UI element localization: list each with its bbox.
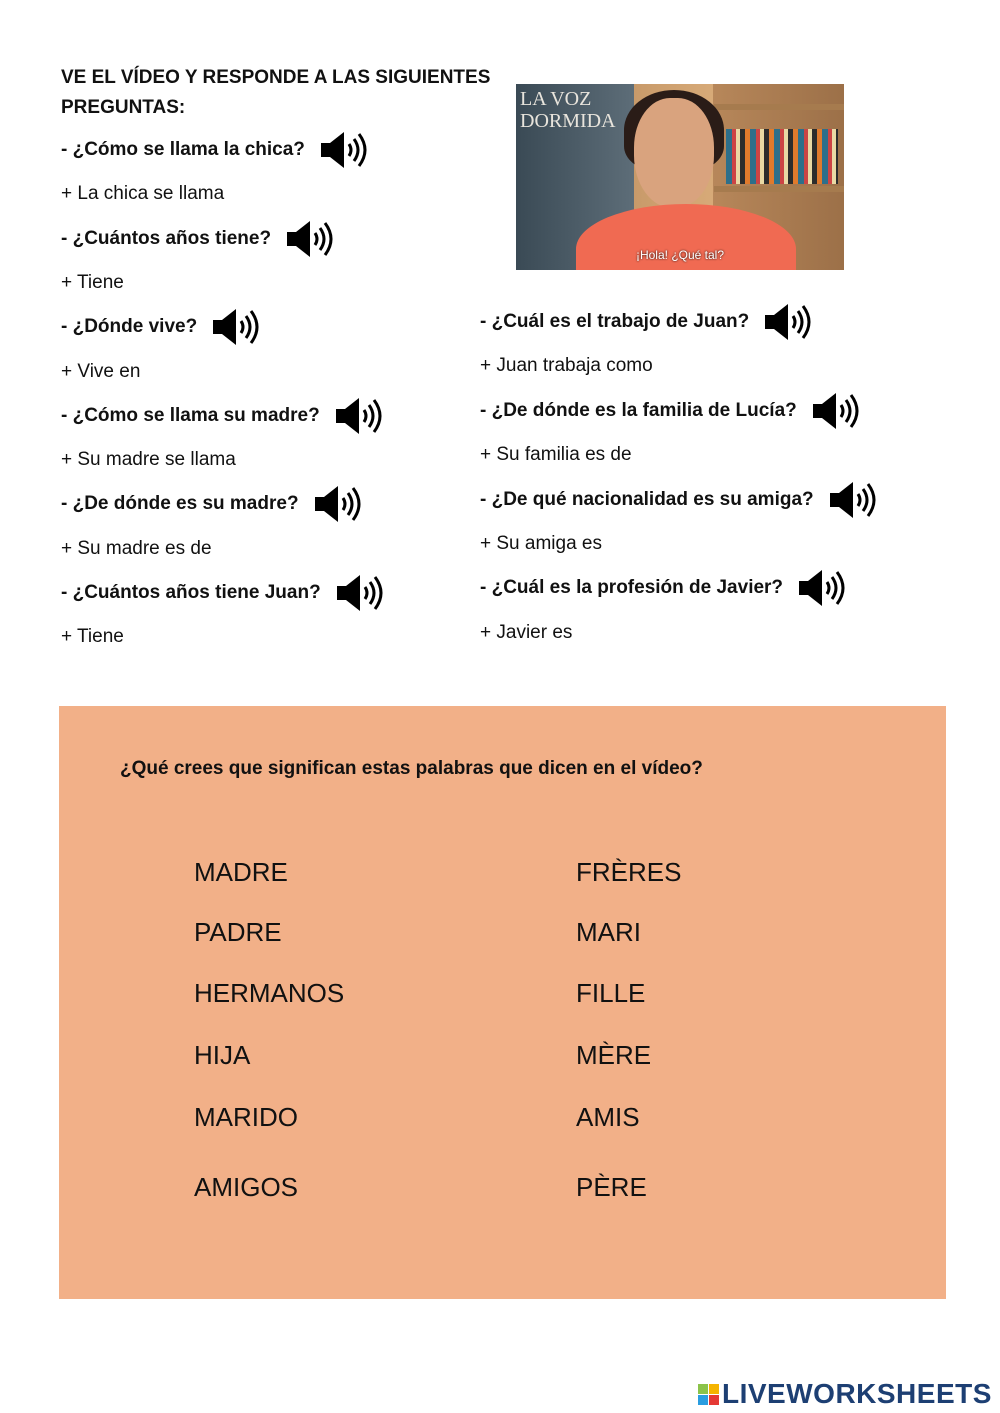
- question: [61, 224, 335, 254]
- question-text: - ¿Cuál es la profesión de Javier?: [480, 577, 784, 599]
- video-thumbnail[interactable]: [516, 84, 844, 270]
- liveworksheets-logo: [698, 1378, 992, 1410]
- books: [726, 129, 838, 184]
- logo-blocks-icon: [698, 1384, 719, 1405]
- speaker-icon[interactable]: [828, 478, 878, 522]
- speaker-icon[interactable]: [285, 217, 335, 261]
- question: [61, 489, 363, 519]
- french-word[interactable]: FILLE: [576, 978, 646, 1008]
- speaker-icon[interactable]: [319, 128, 369, 172]
- spanish-word[interactable]: HERMANOS: [194, 978, 345, 1008]
- french-word[interactable]: FRÈRES: [576, 857, 682, 887]
- french-word[interactable]: MARI: [576, 917, 641, 947]
- question: [61, 312, 261, 342]
- question: [61, 135, 369, 165]
- french-word[interactable]: MÈRE: [576, 1040, 652, 1070]
- answer-prompt: + Vive en: [61, 360, 141, 382]
- answer-prompt: + Javier es: [480, 621, 573, 643]
- question-text: - ¿De qué nacionalidad es su amiga?: [480, 488, 814, 510]
- question: [61, 401, 384, 431]
- answer-prompt: + La chica se llama: [61, 183, 225, 205]
- spanish-word[interactable]: MARIDO: [194, 1102, 298, 1132]
- answer-prompt: + Su amiga es: [480, 533, 602, 554]
- french-word[interactable]: PÈRE: [576, 1172, 647, 1202]
- question-text: - ¿De dónde es su madre?: [61, 493, 299, 515]
- question: [480, 573, 847, 603]
- speaker-icon[interactable]: [335, 571, 385, 615]
- spanish-word[interactable]: MADRE: [194, 857, 288, 887]
- vocabulary-question: ¿Qué crees que significan estas palabras que dicen en el vídeo?: [120, 758, 703, 779]
- answer-prompt: + Tiene: [61, 626, 124, 648]
- instructions-title: VE EL VÍDEO Y RESPONDE A LAS SIGUIENTES PREGUNTAS:: [61, 67, 491, 118]
- answer-prompt: + Su familia es de: [480, 444, 632, 466]
- speaker-icon[interactable]: [763, 300, 813, 344]
- vocabulary-box: [59, 706, 946, 1299]
- question-text: - ¿Cuántos años tiene Juan?: [61, 582, 321, 603]
- question-text: - ¿Dónde vive?: [61, 316, 198, 338]
- logo-text: LIVEWORKSHEETS: [722, 1378, 992, 1409]
- question: [61, 578, 385, 608]
- speaker-icon[interactable]: [811, 389, 861, 433]
- question: [480, 307, 813, 337]
- shelf: [714, 186, 844, 192]
- shelf: [714, 104, 844, 110]
- answer-prompt: + Juan trabaja como: [480, 355, 653, 377]
- speaker-icon[interactable]: [211, 305, 261, 349]
- question-text: - ¿Cómo se llama su madre?: [61, 404, 320, 426]
- question: [480, 485, 878, 515]
- poster-text: LA VOZ DORMIDA: [520, 88, 616, 132]
- french-word[interactable]: AMIS: [576, 1102, 640, 1132]
- spanish-word[interactable]: HIJA: [194, 1040, 251, 1070]
- speaker-icon[interactable]: [313, 482, 363, 526]
- question: [480, 396, 861, 426]
- question-text: - ¿Cuántos años tiene?: [61, 227, 272, 249]
- face: [634, 98, 714, 208]
- question-text: - ¿Cuál es el trabajo de Juan?: [480, 311, 750, 332]
- speaker-icon[interactable]: [797, 566, 847, 610]
- answer-prompt: + Tiene: [61, 271, 124, 293]
- spanish-word[interactable]: AMIGOS: [194, 1172, 299, 1202]
- question-text: - ¿Cómo se llama la chica?: [61, 139, 305, 160]
- spanish-word[interactable]: PADRE: [194, 917, 282, 947]
- question-text: - ¿De dónde es la familia de Lucía?: [480, 399, 797, 421]
- video-subtitle: ¡Hola! ¿Qué tal?: [635, 248, 725, 262]
- speaker-icon[interactable]: [334, 394, 384, 438]
- answer-prompt: + Su madre se llama: [61, 449, 236, 471]
- answer-prompt: + Su madre es de: [61, 537, 212, 559]
